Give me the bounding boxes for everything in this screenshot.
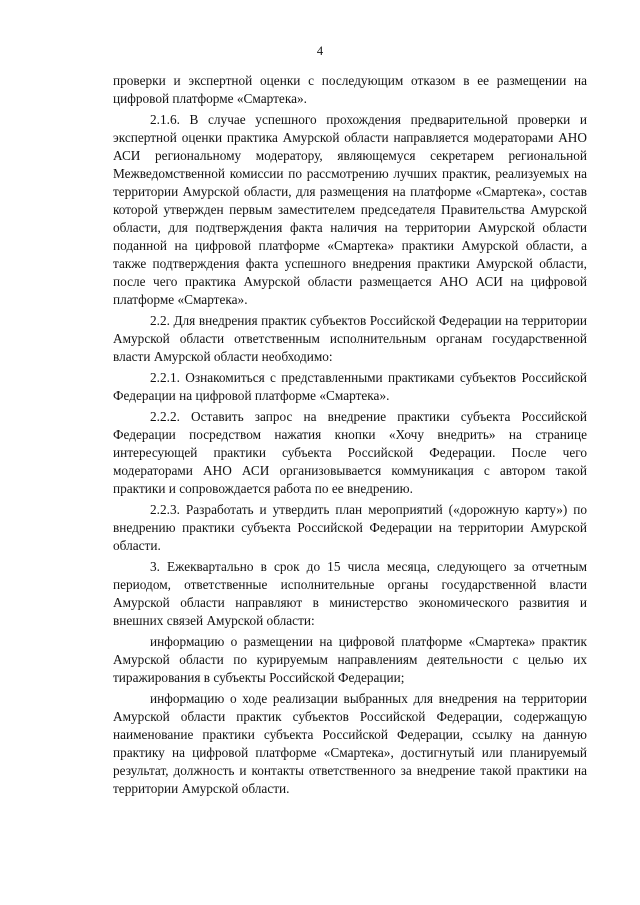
paragraph-continuation: проверки и экспертной оценки с последующим отказом в ее размещении на цифровой платформе «Смартека». [113, 73, 587, 106]
paragraph-2-2-2: 2.2.2. Оставить запрос на внедрение практики субъекта Российской Федерации посредством нажатия кнопки «Хочу внедрить» на странице интересующей практики субъекта Российской Федерации. После чего модераторами АНО АСИ организовывается коммуникация с автором такой практики и сопровождается работа по ее внедрению. [113, 409, 587, 496]
paragraph-info-implementation: информацию о ходе реализации выбранных для внедрения на территории Амурской области практик субъектов Российской Федерации, содержащую наименование практики субъекта Российской Федерации, ссылку на данную практику на цифровой платформе «Смартека», достигнутый или планируемый результат, должность и контакты ответственного за внедрение такой практики на территории Амурской области. [113, 691, 587, 796]
paragraph-3: 3. Ежеквартально в срок до 15 числа месяца, следующего за отчетным периодом, ответственные исполнительные органы государственной власти Амурской области направляют в министерство экономического развития и внешних связей Амурской области: [113, 559, 587, 628]
page-number: 4 [316, 44, 324, 58]
document-body [113, 72, 587, 798]
paragraph-info-placement: информацию о размещении на цифровой платформе «Смартека» практик Амурской области по курируемым направлениям деятельности с целью их тиражирования в субъекты Российской Федерации; [113, 634, 587, 685]
paragraph-2-2-1: 2.2.1. Ознакомиться с представленными практиками субъектов Российской Федерации на цифровой платформе «Смартека». [113, 370, 587, 403]
paragraph-2-2: 2.2. Для внедрения практик субъектов Российской Федерации на территории Амурской области ответственным исполнительным органам государственной власти Амурской области необходимо: [113, 313, 587, 364]
paragraph-2-2-3: 2.2.3. Разработать и утвердить план мероприятий («дорожную карту») по внедрению практики субъекта Российской Федерации на территории Амурской области. [113, 502, 587, 553]
paragraph-2-1-6: 2.1.6. В случае успешного прохождения предварительной проверки и экспертной оценки практика Амурской области направляется модераторами АНО АСИ региональному модератору, являющемуся секретарем региональной Межведомственной комиссии по рассмотрению лучших практик, реализуемых на территории Амурской области, для размещения на платформе «Смартека», состав которой утвержден первым заместителем председателя Правительства Амурской области, для подтверждения факта наличия на территории Амурской области поданной на цифровой платформе «Смартека» практики Амурской области, а также подтверждения факта успешного внедрения практики Амурской области, после чего практика Амурской области размещается АНО АСИ на цифровой платформе «Смартека». [113, 112, 587, 307]
